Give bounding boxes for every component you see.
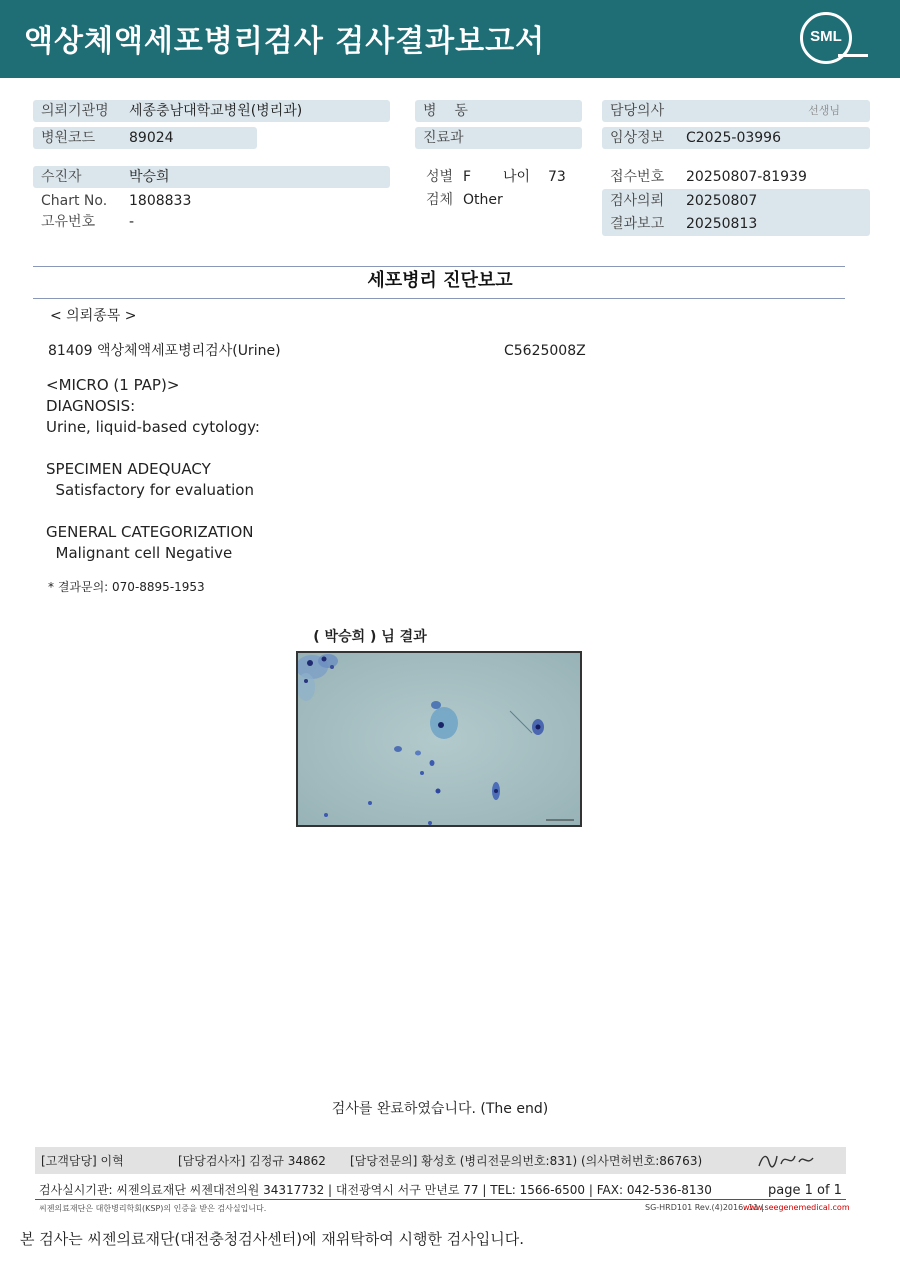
- doctor-label: 담당의사: [610, 103, 665, 119]
- chart-no-value: 1808833: [129, 193, 192, 209]
- unique-no-label: 고유번호: [41, 214, 96, 230]
- form-code: SG-HRD101 Rev.(4)2016. 11 |: [645, 1203, 764, 1212]
- report-line: SPECIMEN ADEQUACY: [46, 460, 211, 478]
- department-field: [415, 127, 582, 149]
- doctor-field: [602, 100, 870, 122]
- image-caption: ( 박승희 ) 님 결과: [313, 629, 427, 645]
- institution-field: [33, 100, 390, 122]
- specimen-label: 검체: [426, 192, 454, 208]
- ward-label: 병 동: [423, 103, 468, 119]
- specimen-field: [418, 189, 598, 211]
- certification-note: 씨젠의료재단은 대한병리학회(KSP)의 인증을 받은 검사실입니다.: [39, 1204, 267, 1213]
- report-line: GENERAL CATEGORIZATION: [46, 523, 254, 541]
- sex-label: 성별: [426, 169, 454, 185]
- section-rule-bottom: [33, 298, 845, 299]
- report-title: 액상체액세포병리검사 검사결과보고서: [24, 24, 546, 59]
- receipt-no-field: [602, 166, 870, 188]
- inquiry-text: * 결과문의: 070-8895-1953: [48, 580, 205, 594]
- customer-contact: [고객담당] 이혁: [41, 1154, 124, 1168]
- test-code: C5625008Z: [504, 343, 586, 359]
- sex-value: F: [463, 169, 472, 185]
- requested-field: [602, 190, 870, 212]
- bottom-note: 본 검사는 씨젠의료재단(대전충청검사센터)에 재위탁하여 시행한 검사입니다.: [20, 1230, 524, 1248]
- section-title: 세포병리 진단보고: [367, 270, 513, 291]
- tester-info: [담당검사자] 김정규 34862: [178, 1154, 326, 1168]
- reported-value: 20250813: [686, 216, 758, 232]
- report-line: Satisfactory for evaluation: [46, 481, 254, 499]
- end-text: 검사를 완료하였습니다. (The end): [331, 1101, 549, 1117]
- website-link[interactable]: www.seegenemedical.com: [743, 1203, 850, 1212]
- hospital-code-value: 89024: [129, 130, 174, 146]
- logo-text: SML: [810, 28, 842, 45]
- ward-field: [415, 100, 582, 122]
- requested-label: 검사의뢰: [610, 193, 665, 209]
- age-value: 73: [548, 169, 566, 185]
- test-item: 81409 액상체액세포병리검사(Urine): [48, 343, 281, 359]
- clinical-info-value: C2025-03996: [686, 130, 781, 146]
- requested-value: 20250807: [686, 193, 758, 209]
- cytology-image: [296, 651, 582, 827]
- patient-label: 수진자: [41, 169, 82, 185]
- signature-icon: [755, 1148, 815, 1172]
- reported-label: 결과보고: [610, 216, 665, 232]
- doctor-suffix: 선생님: [808, 104, 840, 117]
- logo-underline: [838, 54, 868, 57]
- patient-value: 박승희: [129, 169, 170, 185]
- clinical-info-field: [602, 127, 870, 149]
- footer-staff-bar: [35, 1147, 846, 1174]
- cytology-image-svg: [298, 653, 580, 825]
- age-label: 나이: [503, 169, 531, 185]
- institution-label: 의뢰기관명: [41, 103, 109, 119]
- receipt-no-value: 20250807-81939: [686, 169, 807, 185]
- page-number: page 1 of 1: [768, 1183, 842, 1198]
- unique-no-value: -: [129, 214, 135, 230]
- institution-line: 검사실시기관: 씨젠의료재단 씨젠대전의원 34317732 | 대전광역시 서구 만년로 77 | TEL: 1566-6500 | FAX: 042-536-8130: [39, 1183, 712, 1197]
- items-header: < 의뢰종목 >: [50, 308, 137, 324]
- department-label: 진료과: [423, 130, 464, 146]
- institution-value: 세종충남대학교병원(병리과): [129, 103, 303, 119]
- specimen-value: Other: [463, 192, 503, 208]
- hospital-code-label: 병원코드: [41, 130, 96, 146]
- receipt-no-label: 접수번호: [610, 169, 665, 185]
- chart-no-field: [33, 190, 390, 212]
- clinical-info-label: 임상정보: [610, 130, 665, 146]
- report-line: <MICRO (1 PAP)>: [46, 376, 180, 394]
- reported-field: [602, 213, 870, 235]
- chart-no-label: Chart No.: [41, 193, 108, 209]
- hospital-code-field: [33, 127, 257, 149]
- report-line: DIAGNOSIS:: [46, 397, 136, 415]
- sex-age-field: [418, 166, 598, 188]
- unique-no-field: [33, 211, 390, 233]
- report-header: [0, 0, 900, 78]
- patient-field: [33, 166, 390, 188]
- footer-rule: [35, 1199, 846, 1200]
- specialist-info: [담당전문의] 황성호 (병리전문의번호:831) (의사면허번호:86763): [350, 1154, 703, 1168]
- report-line: Malignant cell Negative: [46, 544, 233, 562]
- report-line: Urine, liquid-based cytology:: [46, 418, 260, 436]
